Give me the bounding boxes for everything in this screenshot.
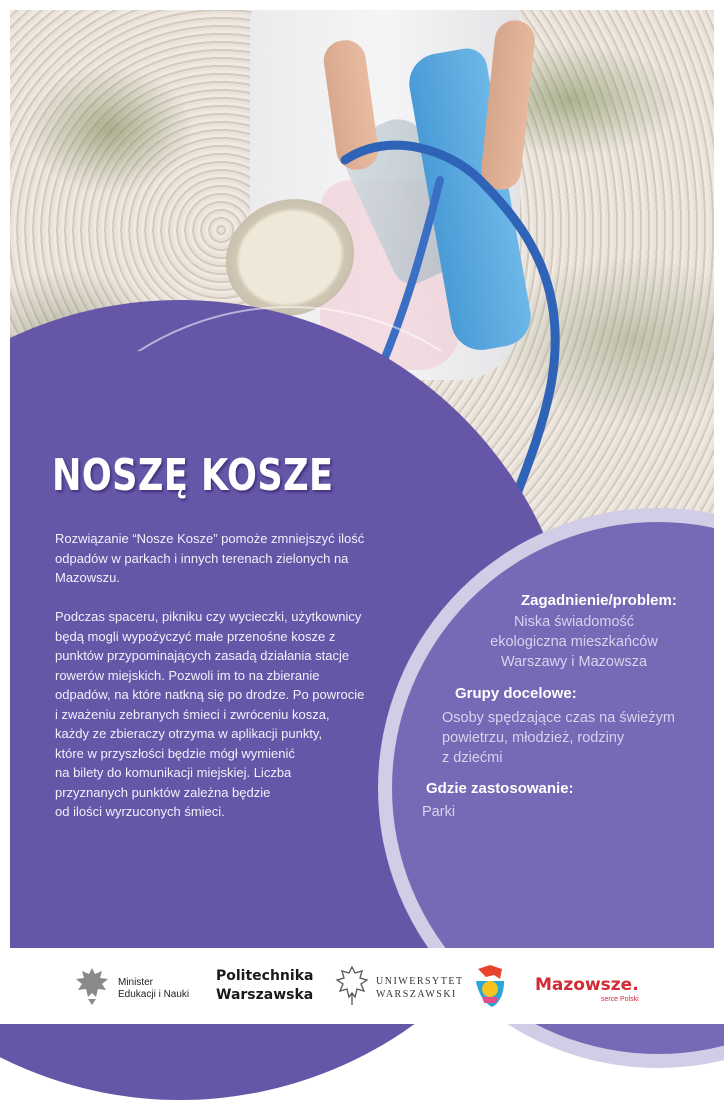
ministry-logo [72, 965, 190, 1012]
mazowsze-wordmark: Mazowsze. [535, 975, 639, 995]
ministry-name-line1: Minister [118, 977, 154, 988]
politechnika-line2: Warszawska [216, 987, 314, 1003]
description-paragraph-2: Podczas spaceru, pikniku czy wycieczki, użytkownicy będą mogli wypożyczyć małe przenośne kosze z punktów przypominających zasadą działania stacje rowerów miejskich. Pozwoli im to na zbieranie odpadów, na które natkną się po drodze. Po powrocie i zważeniu zebranych śmieci i zwróceniu kosza, każdy ze zbieraczy otrzyma w aplikacji punkty, które w przyszłości będzie mógł wymienić na bilety do komunikacji miejskiej. Liczba przyznanych punktów zależna będzie od ilości wyrzuconych śmieci. [55, 609, 365, 819]
sponsor-logos [0, 955, 724, 1019]
uw-line2: WARSZAWSKI [376, 989, 457, 1000]
program-emblem-logo [472, 963, 508, 1014]
application-label: Gdzie zastosowanie: [426, 780, 574, 797]
eagle-emblem-icon [72, 965, 112, 1007]
application-value: Parki [422, 804, 456, 820]
uw-line1: UNIWERSYTET [376, 976, 464, 987]
mazowsze-logo [535, 975, 639, 1004]
description [55, 529, 385, 841]
ministry-name-line2: Edukacji i Nauki [118, 989, 190, 1000]
problem-value: Niska świadomość ekologiczna mieszkańców Warszawy i Mazowsza [490, 614, 658, 670]
uw-eagle-icon [334, 963, 370, 1007]
colorful-emblem-icon [472, 963, 508, 1009]
problem-label: Zagadnienie/problem: [521, 592, 677, 609]
groups-label: Grupy docelowe: [455, 685, 577, 702]
description-paragraph-1: Rozwiązanie “Nosze Kosze” pomoże zmniejszyć ilość odpadów w parkach i innych terenach zielonych na Mazowszu. [55, 531, 365, 585]
politechnika-line1: Politechnika [216, 968, 314, 984]
page-title: NOSZĘ KOSZE [52, 450, 334, 501]
uw-logo [334, 963, 464, 1012]
groups-value: Osoby spędzające czas na świeżym powietrzu, młodzież, rodziny z dziećmi [442, 710, 675, 766]
mazowsze-tagline: serce Polski [600, 996, 639, 1003]
politechnika-logo [216, 967, 313, 1005]
